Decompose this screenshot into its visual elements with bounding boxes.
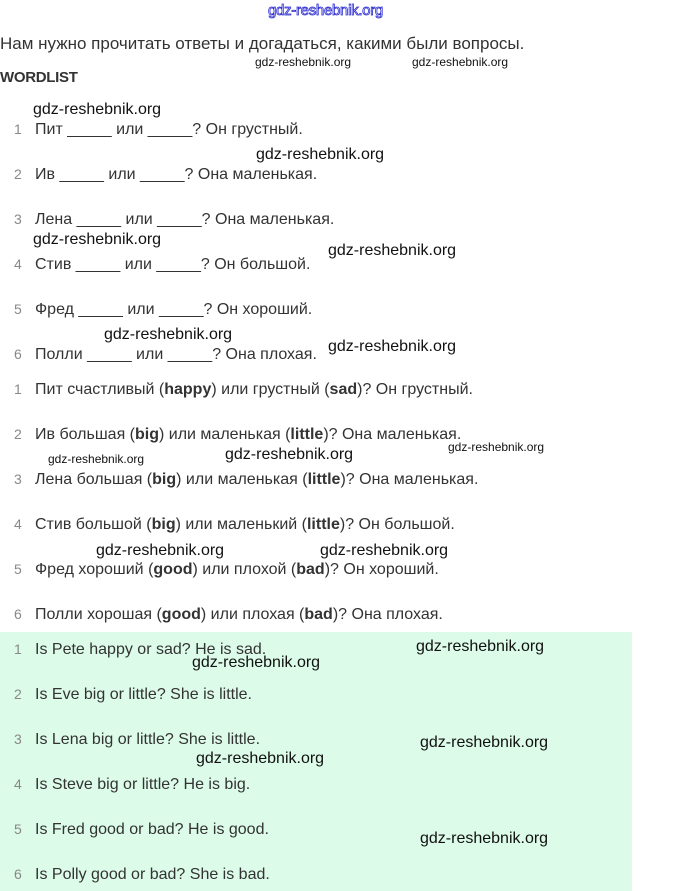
item-text: Is Eve big or little? She is little. [35, 686, 252, 703]
item-number: 3 [14, 211, 22, 227]
english-word: little [307, 471, 341, 488]
item-text: Is Steve big or little? He is big. [35, 776, 251, 793]
watermark: gdz-reshebnik.org [48, 452, 145, 466]
english-answer-item [14, 773, 250, 795]
watermark: gdz-reshebnik.org [104, 326, 233, 343]
watermark: gdz-reshebnik.org [33, 231, 162, 248]
watermark: gdz-reshebnik.org [320, 542, 449, 559]
item-text: Ив большая ( [35, 426, 135, 443]
english-word: big [152, 471, 177, 488]
item-text: ) или грустный ( [211, 381, 330, 398]
item-text: Is Polly good or bad? She is bad. [35, 866, 270, 883]
russian-answer-item [14, 603, 443, 625]
item-text: )? Он хороший. [324, 561, 439, 578]
russian-answer-item [14, 558, 439, 580]
header-watermark: gdz-reshebnik.org [268, 2, 383, 19]
watermark: gdz-reshebnik.org [328, 338, 457, 355]
item-number: 5 [14, 301, 22, 317]
english-answer-item [14, 818, 269, 840]
item-text: Полли хорошая ( [35, 606, 162, 623]
item-text: ) или плохая ( [200, 606, 305, 623]
english-word: bad [304, 606, 333, 623]
english-answer-item [14, 728, 260, 750]
item-number: 2 [14, 426, 22, 442]
english-word: big [151, 516, 176, 533]
item-number: 1 [14, 121, 22, 137]
item-text: ) или маленькая ( [176, 471, 308, 488]
item-number: 1 [14, 641, 22, 657]
item-text: ) или плохой ( [192, 561, 297, 578]
exercise-item [14, 208, 334, 230]
item-text: ) или маленькая ( [159, 426, 291, 443]
russian-answer-item [14, 423, 461, 445]
watermark: gdz-reshebnik.org [448, 440, 545, 454]
item-text: Is Pete happy or sad? He is sad. [35, 641, 267, 658]
watermark: gdz-reshebnik.org [416, 638, 545, 655]
russian-answer-item [14, 468, 478, 490]
english-word: big [135, 426, 159, 443]
english-word: bad [296, 561, 325, 578]
item-number: 2 [14, 686, 22, 702]
exercise-item [14, 253, 310, 275]
watermark: gdz-reshebnik.org [96, 542, 225, 559]
item-text: )? Она маленькая. [340, 471, 479, 488]
item-number: 2 [14, 166, 22, 182]
item-text: Is Fred good or bad? He is good. [35, 821, 269, 838]
item-text: Пит _____ или _____? Он грустный. [35, 121, 303, 138]
item-text: )? Она плохая. [332, 606, 443, 623]
item-text: Is Lena big or little? She is little. [35, 731, 261, 748]
item-text: ) или маленький ( [175, 516, 307, 533]
russian-answer-item [14, 513, 455, 535]
exercise-item [14, 343, 317, 365]
item-text: Ив _____ или _____? Она маленькая. [35, 166, 318, 183]
item-text: )? Он грустный. [357, 381, 473, 398]
item-number: 1 [14, 381, 22, 397]
item-text: Лена _____ или _____? Она маленькая. [35, 211, 335, 228]
english-word: sad [329, 381, 358, 398]
english-word: good [153, 561, 193, 578]
wordlist-heading: WORDLIST [0, 69, 78, 86]
item-number: 5 [14, 561, 22, 577]
english-answer-item [14, 863, 270, 885]
english-word: little [290, 426, 324, 443]
item-number: 6 [14, 346, 22, 362]
item-number: 6 [14, 866, 22, 882]
watermark: gdz-reshebnik.org [420, 734, 549, 751]
watermark: gdz-reshebnik.org [328, 242, 457, 259]
item-number: 4 [14, 776, 22, 792]
instruction-text: Нам нужно прочитать ответы и догадаться, какими были вопросы. [0, 34, 525, 53]
watermark: gdz-reshebnik.org [420, 830, 549, 847]
item-text: Стив большой ( [35, 516, 152, 533]
item-text: )? Он большой. [339, 516, 455, 533]
watermark: gdz-reshebnik.org [255, 55, 352, 69]
item-number: 5 [14, 821, 22, 837]
russian-answer-item [14, 378, 473, 400]
english-word: little [306, 516, 340, 533]
exercise-item [14, 118, 303, 140]
item-number: 3 [14, 471, 22, 487]
watermark: gdz-reshebnik.org [196, 750, 325, 767]
english-word: good [161, 606, 201, 623]
watermark: gdz-reshebnik.org [256, 146, 385, 163]
item-text: Фред _____ или _____? Он хороший. [35, 301, 313, 318]
exercise-item [14, 163, 317, 185]
item-number: 4 [14, 256, 22, 272]
item-number: 4 [14, 516, 22, 532]
item-number: 3 [14, 731, 22, 747]
item-text: )? Она маленькая. [323, 426, 462, 443]
watermark: gdz-reshebnik.org [33, 101, 162, 118]
exercise-item [14, 298, 312, 320]
item-text: Полли _____ или _____? Она плохая. [35, 346, 317, 363]
item-text: Фред хороший ( [35, 561, 154, 578]
item-number: 6 [14, 606, 22, 622]
item-text: Стив _____ или _____? Он большой. [35, 256, 311, 273]
watermark: gdz-reshebnik.org [412, 55, 509, 69]
item-text: Пит счастливый ( [35, 381, 165, 398]
english-answer-item [14, 683, 252, 705]
item-text: Лена большая ( [35, 471, 153, 488]
english-word: happy [164, 381, 212, 398]
watermark: gdz-reshebnik.org [192, 654, 321, 671]
watermark: gdz-reshebnik.org [225, 446, 354, 463]
